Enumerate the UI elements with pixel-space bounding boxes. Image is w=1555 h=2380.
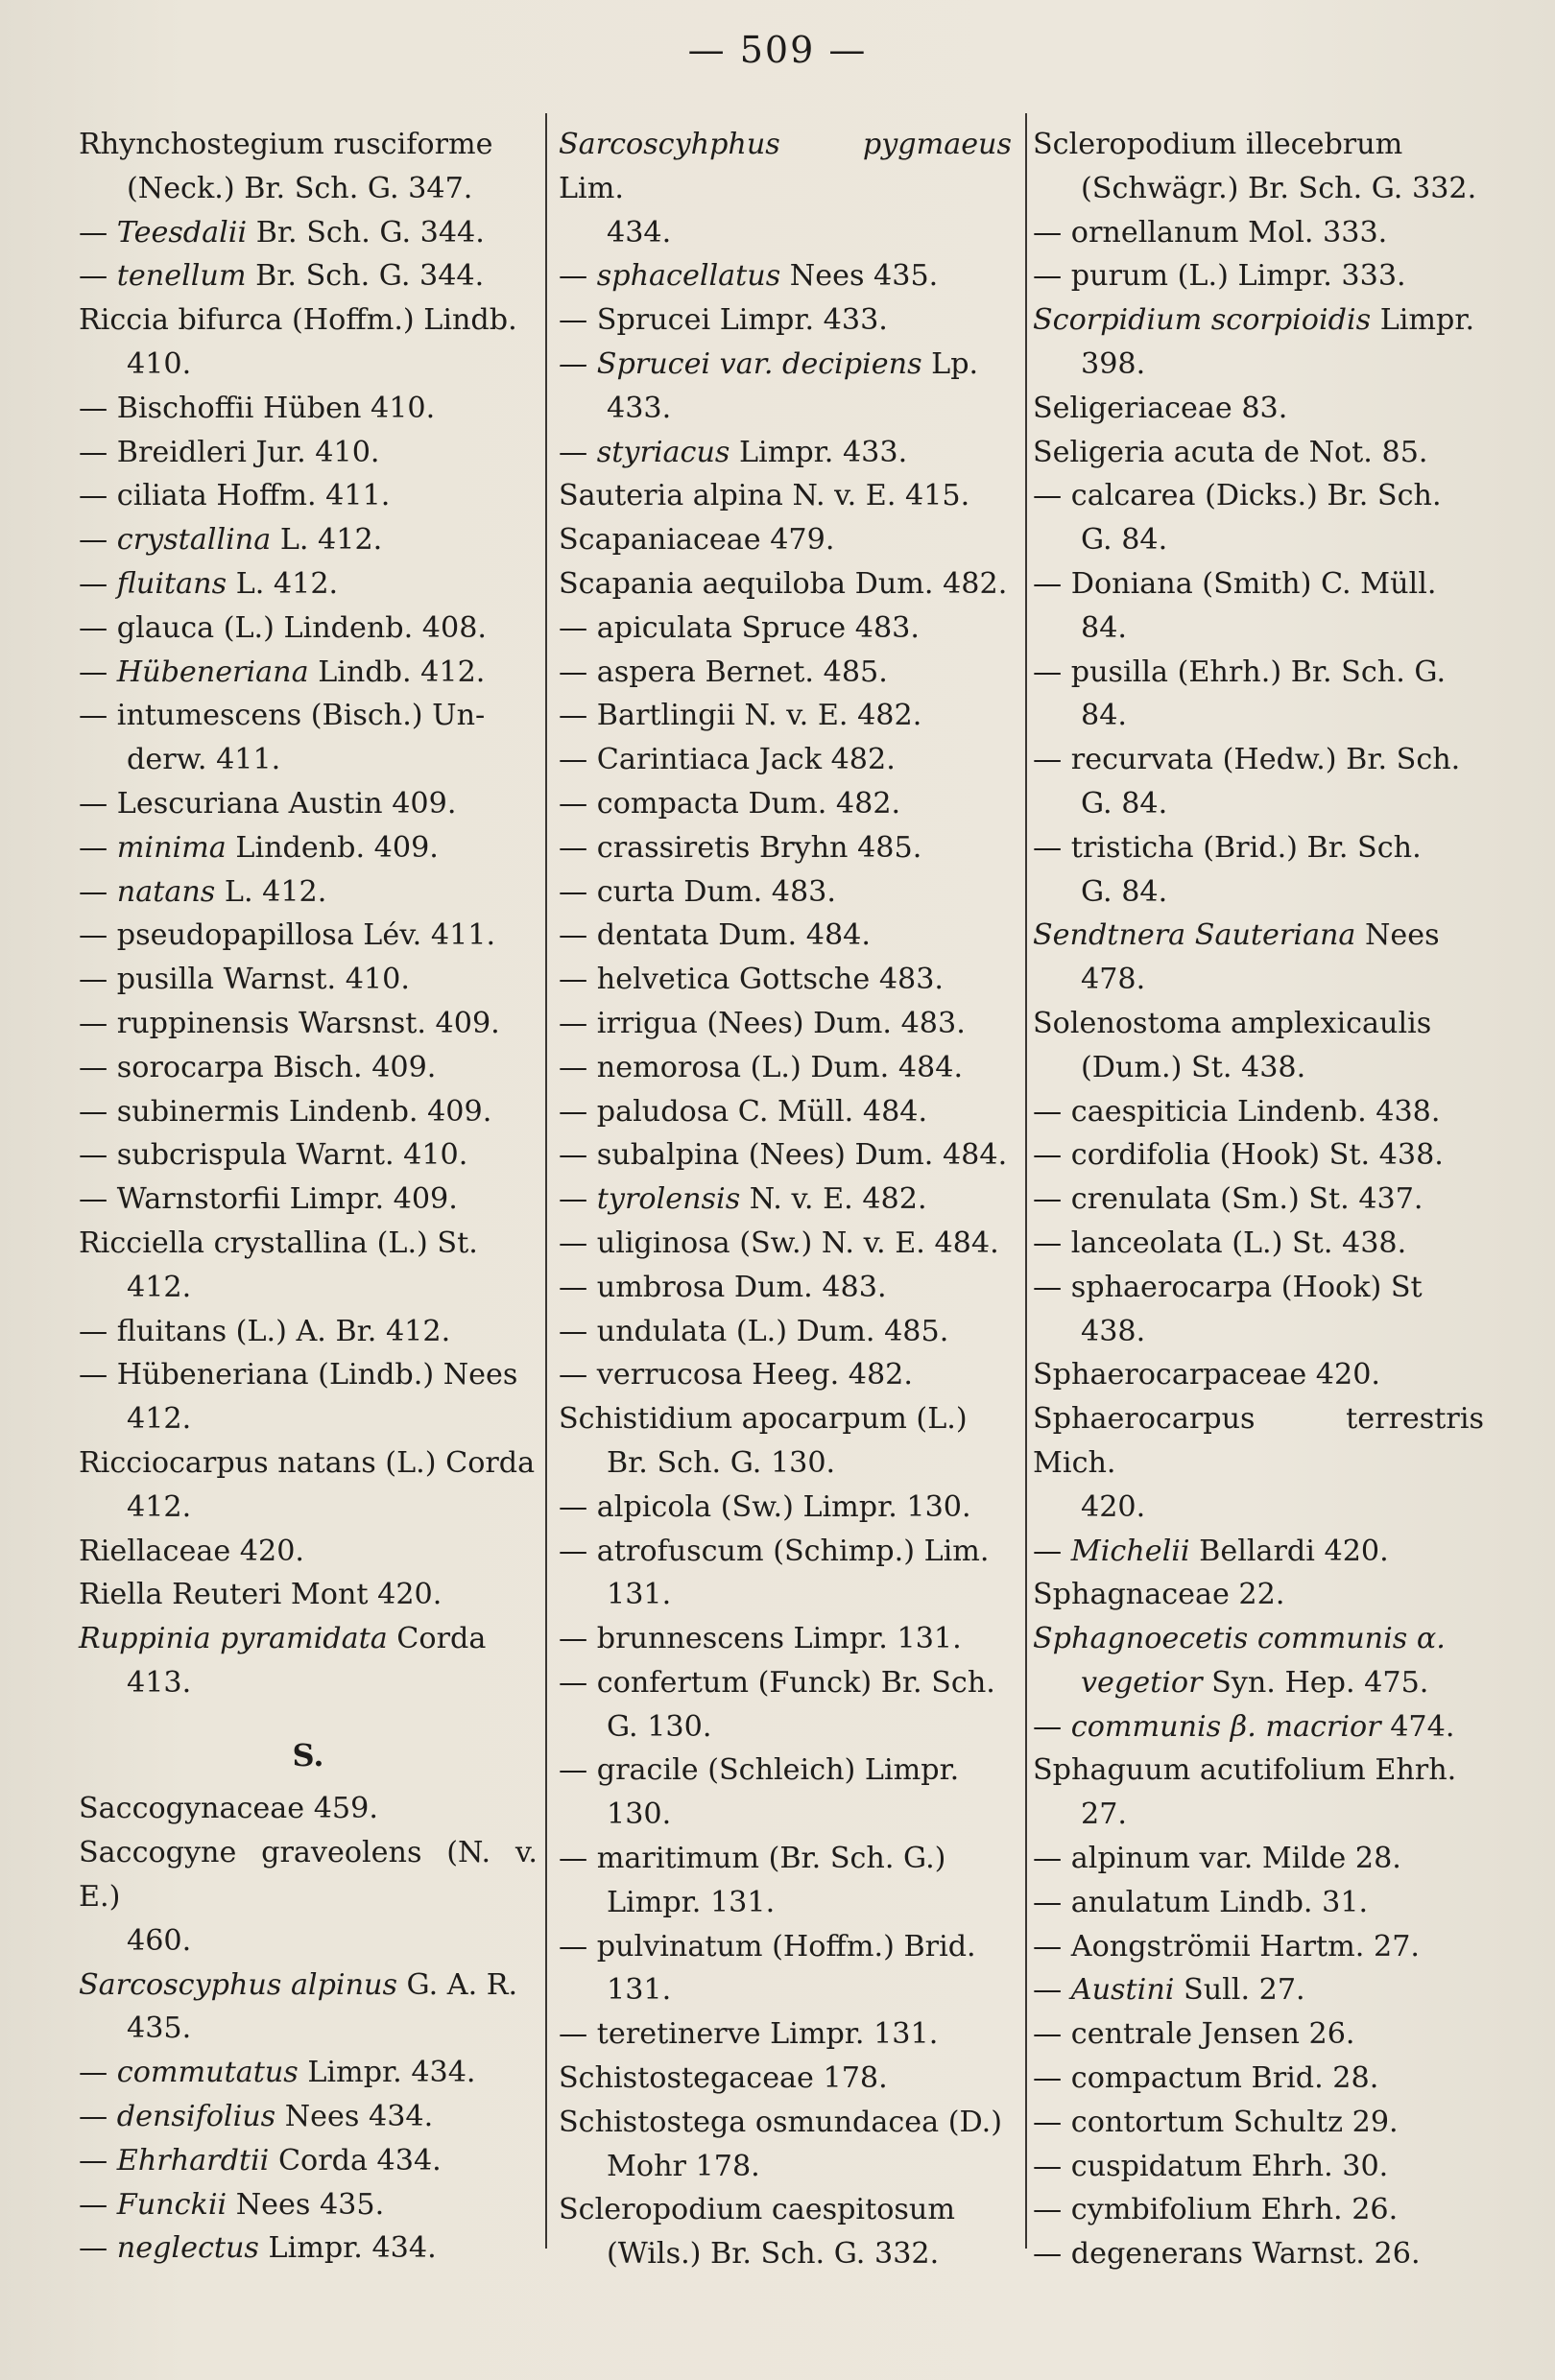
index-entry: — Doniana (Smith) C. Müll. 84. — [1033, 566, 1437, 645]
index-entry: — gracile (Schleich) Limpr. 130. — [559, 1753, 960, 1832]
index-entry: — Teesdalii Br. Sch. G. 344. — [79, 215, 485, 250]
index-entry: Riellaceae 420. — [79, 1534, 304, 1568]
index-entry: — densifolius Nees 434. — [79, 2100, 434, 2134]
index-entry: — crassiretis Bryhn 485. — [559, 830, 922, 865]
index-entry: Saccogynaceae 459. — [79, 1792, 378, 1826]
index-entry: — helvetica Gottsche 483. — [559, 963, 945, 997]
index-entry: — communis β. macrior 474. — [1033, 1709, 1455, 1744]
index-entry: — undulata (L.) Dum. 485. — [559, 1314, 949, 1348]
index-entry: — minima Lindenb. 409. — [79, 830, 439, 865]
index-entry: Riella Reuteri Mont 420. — [79, 1578, 443, 1612]
index-entry: — compacta Dum. 482. — [559, 786, 901, 821]
index-entry: — Hübeneriana (Lindb.) Nees 412. — [79, 1358, 518, 1437]
index-entry: — Aongströmii Hartm. 27. — [1033, 1929, 1421, 1964]
index-entry: — Funckii Nees 435. — [79, 2187, 385, 2222]
index-entry: — fluitans L. 412. — [79, 566, 339, 601]
index-entry: — Hübeneriana Lindb. 412. — [79, 654, 486, 689]
page-number: — 509 — — [687, 29, 868, 71]
index-entry: — Sprucei var. decipiens Lp. 433. — [559, 346, 979, 425]
index-entry: — Austini Sull. 27. — [1033, 1973, 1305, 2008]
index-entry: Sendtnera Sauteriana Nees 478. — [1033, 918, 1440, 997]
index-entry: — Breidleri Jur. 410. — [79, 435, 380, 469]
index-entry: Seligeriaceae 83. — [1033, 391, 1288, 425]
index-entry: — apiculata Spruce 483. — [559, 610, 920, 645]
index-entry: Solenostoma amplexicaulis (Dum.) St. 438. — [1033, 1006, 1432, 1084]
index-entry: — subcrispula Warnt. 410. — [79, 1138, 468, 1173]
index-entry: — cordifolia (Hook) St. 438. — [1033, 1138, 1444, 1173]
index-entry: Seligeria acuta de Not. 85. — [1033, 435, 1428, 469]
index-entry: — tenellum Br. Sch. G. 344. — [79, 259, 485, 294]
index-entry: — recurvata (Hedw.) Br. Sch. G. 84. — [1033, 743, 1461, 821]
index-entry: — brunnescens Limpr. 131. — [559, 1622, 962, 1656]
index-entry: Ricciella crystallina (L.) St. 412. — [79, 1226, 478, 1304]
index-entry: — ornellanum Mol. 333. — [1033, 215, 1388, 250]
index-entry: — degenerans Warnst. 26. — [1033, 2237, 1421, 2272]
index-entry: — neglectus Limpr. 434. — [79, 2231, 437, 2266]
index-entry: — subinermis Lindenb. 409. — [79, 1094, 492, 1129]
section-heading: S. — [292, 1736, 324, 1773]
index-entry: — Bartlingii N. v. E. 482. — [559, 699, 922, 733]
index-entry: — caespiticia Lindenb. 438. — [1033, 1094, 1441, 1129]
index-entry: Ruppinia pyramidata Corda 413. — [79, 1622, 487, 1700]
index-entry: — natans L. 412. — [79, 874, 327, 909]
index-entry: — curta Dum. 483. — [559, 874, 836, 909]
index-entry: Schistostega osmundacea (D.) Mohr 178. — [559, 2105, 1003, 2183]
index-entry: Scapania aequiloba Dum. 482. — [559, 566, 1008, 601]
index-entry: — contortum Schultz 29. — [1033, 2105, 1399, 2139]
index-entry: Scapaniaceae 479. — [559, 523, 835, 558]
index-entry: Sphaerocarpaceae 420. — [1033, 1358, 1381, 1392]
index-entry: — uliginosa (Sw.) N. v. E. 484. — [559, 1226, 999, 1260]
index-entry: — crystallina L. 412. — [79, 523, 383, 558]
index-entry: — intumescens (Bisch.) Un- derw. 411. — [79, 699, 486, 777]
index-entry: — Michelii Bellardi 420. — [1033, 1534, 1389, 1568]
index-entry: — lanceolata (L.) St. 438. — [1033, 1226, 1407, 1260]
index-entry: — maritimum (Br. Sch. G.) Limpr. 131. — [559, 1842, 946, 1919]
index-entry: — irrigua (Nees) Dum. 483. — [559, 1006, 966, 1040]
index-entry: — calcarea (Dicks.) Br. Sch. G. 84. — [1033, 479, 1442, 558]
index-entry: Schistidium apocarpum (L.) Br. Sch. G. 130. — [559, 1402, 968, 1480]
index-entry: — Sprucei Limpr. 433. — [559, 303, 888, 338]
index-entry: — anulatum Lindb. 31. — [1033, 1885, 1369, 1919]
index-entry: — centrale Jensen 26. — [1033, 2017, 1355, 2052]
index-entry: Sphaerocarpus terrestris Mich. 420. — [1033, 1402, 1484, 1524]
index-entry: — teretinerve Limpr. 131. — [559, 2017, 939, 2052]
index-entry: — ciliata Hoffm. 411. — [79, 479, 391, 513]
index-entry: — purum (L.) Limpr. 333. — [1033, 259, 1406, 294]
index-entry: Rhynchostegium rusciforme (Neck.) Br. Sch. G. 347. — [79, 128, 493, 205]
index-column-2 — [559, 123, 1012, 2276]
index-entry: — sphacellatus Nees 435. — [559, 259, 939, 294]
index-entry: — pulvinatum (Hoffm.) Brid. 131. — [559, 1929, 976, 2008]
index-entry: — verrucosa Heeg. 482. — [559, 1358, 913, 1392]
index-entry: Sarcoscyhphus pygmaeus Lim. 434. — [559, 128, 1012, 250]
index-entry: — sorocarpa Bisch. 409. — [79, 1050, 437, 1084]
index-entry: — umbrosa Dum. 483. — [559, 1270, 887, 1304]
index-entry: — compactum Brid. 28. — [1033, 2061, 1379, 2096]
index-entry: Riccia bifurca (Hoffm.) Lindb. 410. — [79, 303, 517, 381]
column-rule — [1025, 113, 1027, 2249]
index-entry: — pseudopapillosa Lév. 411. — [79, 918, 496, 953]
index-entry: — Ehrhardtii Corda 434. — [79, 2143, 442, 2178]
index-entry: — pusilla Warnst. 410. — [79, 963, 410, 997]
index-entry: Sphaguum acutifolium Ehrh. 27. — [1033, 1753, 1457, 1832]
index-entry: — glauca (L.) Lindenb. 408. — [79, 610, 488, 645]
index-entry: — ruppinensis Warsnst. 409. — [79, 1006, 500, 1040]
index-entry: — fluitans (L.) A. Br. 412. — [79, 1314, 451, 1348]
index-entry: — paludosa C. Müll. 484. — [559, 1094, 928, 1129]
index-entry: Schistostegaceae 178. — [559, 2061, 888, 2096]
index-entry: — tristicha (Brid.) Br. Sch. G. 84. — [1033, 830, 1422, 909]
index-entry: — Warnstorfii Limpr. 409. — [79, 1182, 458, 1217]
index-entry: Sauteria alpina N. v. E. 415. — [559, 479, 970, 513]
index-entry: Ricciocarpus natans (L.) Corda 412. — [79, 1445, 536, 1524]
index-entry: — Bischoffii Hüben 410. — [79, 391, 436, 425]
index-column-3 — [1033, 123, 1484, 2276]
index-column-1 — [79, 123, 538, 2271]
index-entry: — Carintiaca Jack 482. — [559, 743, 896, 777]
index-entry: — tyrolensis N. v. E. 482. — [559, 1182, 927, 1217]
index-entry: — crenulata (Sm.) St. 437. — [1033, 1182, 1423, 1217]
index-entry: — confertum (Funck) Br. Sch. G. 130. — [559, 1665, 995, 1744]
index-entry: — Lescuriana Austin 409. — [79, 786, 457, 821]
index-entry: — styriacus Limpr. 433. — [559, 435, 908, 469]
index-entry: — pusilla (Ehrh.) Br. Sch. G. 84. — [1033, 654, 1447, 733]
index-entry: Scorpidium scorpioidis Limpr. 398. — [1033, 303, 1475, 381]
column-rule — [545, 113, 547, 2249]
index-entry: — subalpina (Nees) Dum. 484. — [559, 1138, 1008, 1173]
index-entry: Sphagnoecetis communis α. vegetior Syn. Hep. 475. — [1033, 1622, 1446, 1700]
index-entry: — nemorosa (L.) Dum. 484. — [559, 1050, 964, 1084]
index-entry: — alpicola (Sw.) Limpr. 130. — [559, 1489, 971, 1524]
index-entry: — commutatus Limpr. 434. — [79, 2056, 476, 2090]
index-entry: — cymbifolium Ehrh. 26. — [1033, 2193, 1399, 2227]
index-entry: Scleropodium illecebrum (Schwägr.) Br. Sch. G. 332. — [1033, 128, 1477, 205]
index-entry: — aspera Bernet. 485. — [559, 654, 888, 689]
index-entry: Scleropodium caespitosum (Wils.) Br. Sch. G. 332. — [559, 2193, 955, 2272]
index-entry: — cuspidatum Ehrh. 30. — [1033, 2149, 1389, 2183]
index-entry: — dentata Dum. 484. — [559, 918, 871, 953]
index-entry: — sphaerocarpa (Hook) St 438. — [1033, 1270, 1423, 1348]
index-entry: Saccogyne graveolens (N. v. E.) 460. — [79, 1836, 538, 1958]
index-entry: Sarcoscyphus alpinus G. A. R. 435. — [79, 1967, 518, 2046]
index-entry: — atrofuscum (Schimp.) Lim. 131. — [559, 1534, 990, 1612]
index-entry: — alpinum var. Milde 28. — [1033, 1842, 1401, 1876]
index-entry: Sphagnaceae 22. — [1033, 1578, 1285, 1612]
